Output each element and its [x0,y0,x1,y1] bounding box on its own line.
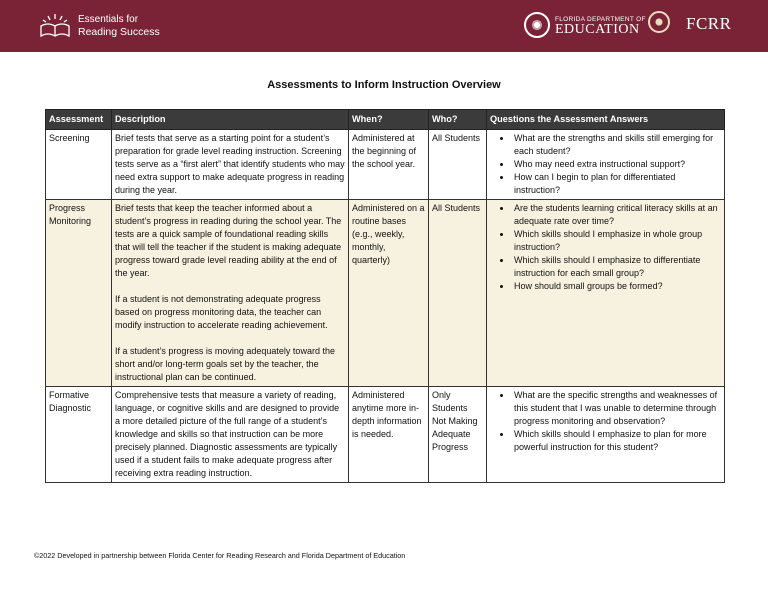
table-row [46,130,725,200]
question-item: • Are the students learning critical literacy skills at an adequate rate over time? [512,202,721,228]
col-header-description: Description [112,110,349,130]
description-paragraph: Brief tests that serve as a starting point for a student’s preparation for grade level reading instruction. Screening tests serve as a “first alert” that identify students who may need extra support to make adequate progress in reading during the year. [115,133,345,195]
table-row [46,387,725,483]
col-header-assessment: Assessment [46,110,112,130]
fsu-seal-icon [648,11,670,33]
when-cell: Administered on a routine bases (e.g., weekly, monthly, quarterly) [349,200,429,387]
description-paragraph: Brief tests that keep the teacher informed about a student’s progress in reading during the school year. The tests are a quick sample of foundational reading skills that will tell the teacher if the student is making adequate progress toward grade level reading ability at the end of the year. [115,203,342,278]
question-item: • Who may need extra instructional support? [512,158,721,171]
question-item: • What are the strengths and skills still emerging for each student? [512,132,721,158]
question-item: • Which skills should I emphasize to plan for more powerful instruction for this student? [512,428,721,454]
brand-line2: Reading Success [78,26,160,38]
who-cell: All Students [429,200,487,387]
header-banner [0,0,768,52]
open-book-icon [38,12,72,40]
doe-small-text: FLORIDA DEPARTMENT OF [555,16,646,23]
fcrr-logo: FCRR [686,14,732,33]
question-item: • How should small groups be formed? [512,280,721,293]
assessment-cell: Progress Monitoring [46,200,112,387]
fldoe-logo [524,12,646,38]
question-item: • What are the specific strengths and weaknesses of this student that I was unable to determine through progress monitoring and observation? [512,389,721,428]
question-item: • Which skills should I emphasize in whole group instruction? [512,228,721,254]
doe-big-text: EDUCATION [555,22,640,37]
description-cell [112,387,349,483]
page-title: Assessments to Inform Instruction Overview [267,79,501,91]
when-cell: Administered anytime more in-depth information is needed. [349,387,429,483]
assessment-table [45,109,725,483]
who-cell: Only Students Not Making Adequate Progress [429,387,487,483]
when-cell: Administered at the beginning of the school year. [349,130,429,200]
table-row [46,200,725,387]
essentials-logo [38,12,160,40]
col-header-questions: Questions the Assessment Answers [487,110,725,130]
description-paragraph: If a student’s progress is moving adequately toward the short and/or long-term goals set by the teacher, the instructional plan can be continued. [115,346,335,382]
description-paragraph: If a student is not demonstrating adequate progress based on progress monitoring data, the teacher can modify instruction to accelerate reading achievement. [115,294,328,330]
footer-copyright: ©2022 Developed in partnership between Florida Center for Reading Research and Florida Department of Education [34,551,406,560]
question-item: • How can I begin to plan for differentiated instruction? [512,171,721,197]
questions-cell [487,130,725,200]
brand-line1: Essentials for [78,14,139,25]
col-header-when: When? [349,110,429,130]
question-item: • Which skills should I emphasize to differentiate instruction for each small group? [512,254,721,280]
assessment-cell: Formative Diagnostic [46,387,112,483]
table-header-row [46,110,725,130]
description-cell [112,200,349,387]
questions-cell [487,387,725,483]
description-cell [112,130,349,200]
questions-cell [487,200,725,387]
who-cell: All Students [429,130,487,200]
assessment-cell: Screening [46,130,112,200]
col-header-who: Who? [429,110,487,130]
state-seal-icon [524,12,550,38]
description-paragraph: Comprehensive tests that measure a variety of reading, language, or cognitive skills and are designed to provide a more detailed picture of the full range of a student’s knowledge and skills so that instruction can be more precisely planned. Diagnostic assessments are typically used if a student fails to make adequate progress after receiving extra reading instruction. [115,390,340,478]
